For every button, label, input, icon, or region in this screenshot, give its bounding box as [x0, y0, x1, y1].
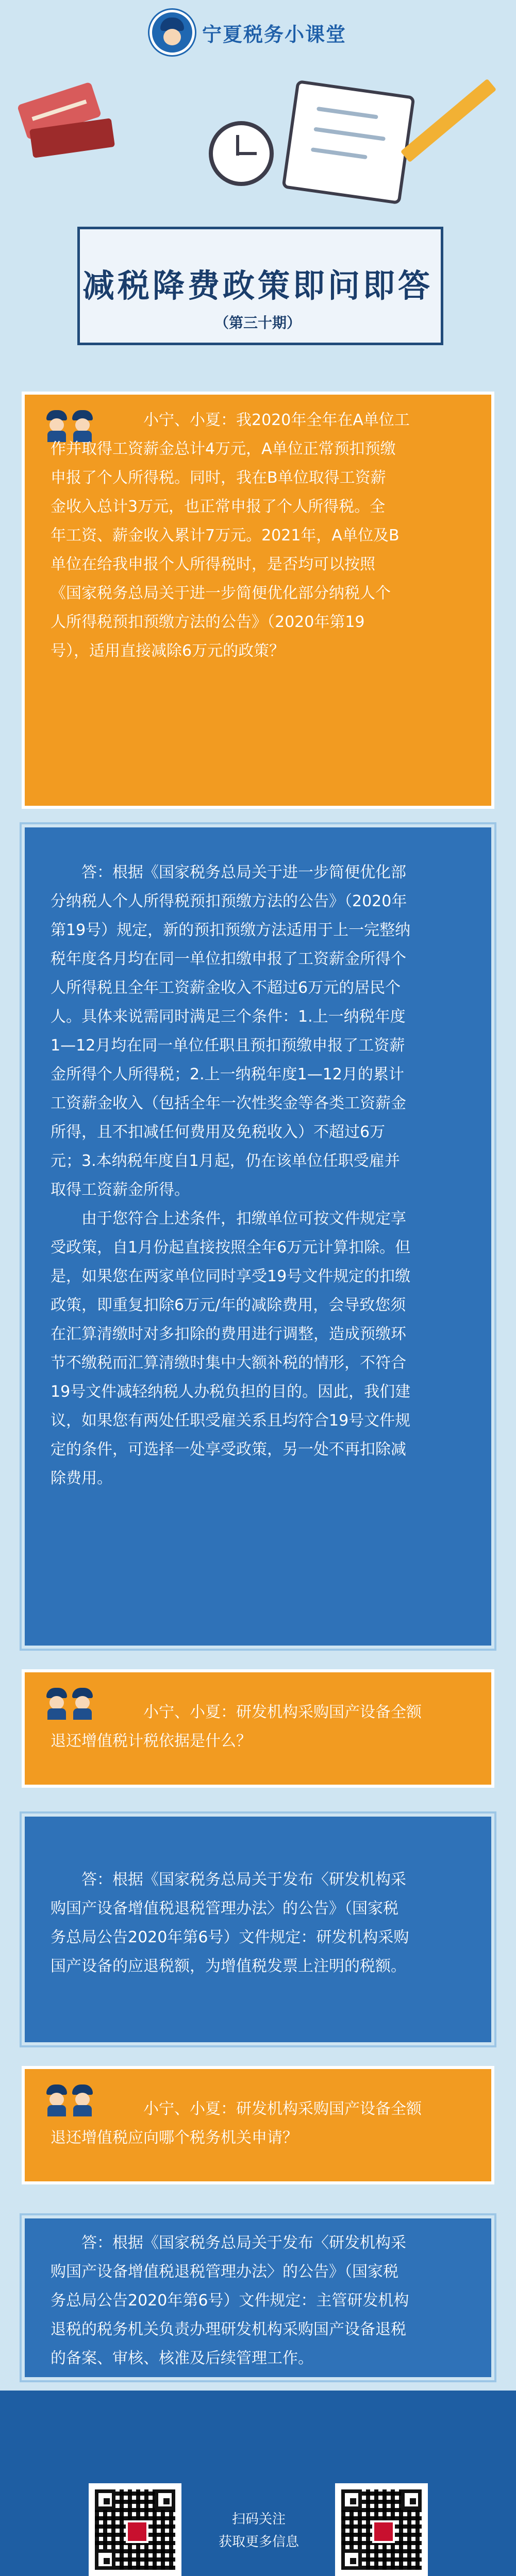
answer-text: [51, 2229, 468, 2373]
text-line: 小宁、小夏：研发机构采购国产设备全额: [143, 1703, 422, 1721]
text-line: 取得工资薪金所得。: [51, 1181, 190, 1199]
checklist-line: [311, 147, 368, 159]
question-card-1: [22, 392, 494, 809]
text-line: 金收入总计3万元，也正常申报了个人所得税。全: [51, 498, 386, 516]
brand-logo-icon: [149, 10, 195, 55]
text-line: 单位在给我申报个人所得税时，是否均可以按照: [51, 555, 375, 573]
books-illustration-icon: [21, 62, 124, 165]
tax-logo-icon: [126, 2520, 148, 2543]
checklist-line: [313, 127, 386, 141]
text-line: 国产设备的应退税额，为增值税发票上注明的税额。: [51, 1957, 406, 1975]
text-line: 作并取得工资薪金总计4万元，A单位正常预扣预缴: [51, 440, 396, 458]
question-text: [51, 1698, 468, 1756]
issue-number: （第三十期）: [214, 314, 301, 331]
answer-card-1: [22, 824, 494, 1649]
text-line: 退还增值税计税依据是什么？: [51, 1732, 252, 1750]
qr-code-ningxia-icon[interactable]: [89, 2483, 181, 2576]
scan-line: 扫码关注: [231, 2512, 286, 2527]
text-line: 人。具体来说需同时满足三个条件：1.上一纳税年度: [51, 1008, 406, 1026]
text-line: 年工资、薪金收入累计7万元。2021年，A单位及B: [51, 527, 400, 545]
text-line: 19号文件减轻纳税人办税负担的目的。因此，我们建: [51, 1383, 411, 1401]
text-line: 小宁、小夏：研发机构采购国产设备全额: [143, 2100, 422, 2118]
qr-code-yinchuan-icon[interactable]: [335, 2483, 428, 2576]
text-line: 人所得税且全年工资薪金收入不超过6万元的居民个: [51, 979, 401, 997]
text-line: 工资薪金收入（包括全年一次性奖金等各类工资薪金: [51, 1094, 406, 1112]
answer-card-2: [22, 1814, 494, 2045]
text-line: 金所得个人所得税；2.上一纳税年度1—12月的累计: [51, 1065, 404, 1083]
text-line: 退税的税务机关负责办理研发机构采购国产设备退税: [51, 2320, 406, 2338]
text-line: 的备案、审核、核准及后续管理工作。: [51, 2349, 313, 2367]
text-line: 人所得税预扣预缴方法的公告》（2020年第19: [51, 613, 365, 631]
text-line: 由于您符合上述条件，扣缴单位可按文件规定享: [81, 1210, 406, 1228]
scan-line: 获取更多信息: [218, 2534, 299, 2550]
text-line: 务总局公告2020年第6号）文件规定：主管研发机构: [51, 2292, 409, 2310]
answer-text: [51, 858, 468, 1493]
brand-header: [149, 4, 366, 61]
question-text: [51, 406, 468, 666]
text-line: 元；3.本纳税年度自1月起，仍在该单位任职受雇并: [51, 1152, 400, 1170]
text-line: 议，如果您有两处任职受雇关系且均符合19号文件规: [51, 1412, 411, 1430]
text-line: 《国家税务总局关于进一步简便优化部分纳税人个: [51, 584, 391, 602]
text-line: 在汇算清缴时对多扣除的费用进行调整，造成预缴环: [51, 1325, 406, 1343]
checklist-line: [317, 107, 378, 120]
text-line: 答：根据《国家税务总局关于发布〈研发机构采: [81, 1871, 406, 1889]
text-line: 定的条件，可选择一处享受政策，另一处不再扣除减: [51, 1440, 406, 1459]
text-line: 分纳税人个人所得税预扣预缴方法的公告》（2020年: [51, 892, 407, 910]
scan-prompt: [212, 2508, 305, 2553]
text-line: 答：根据《国家税务总局关于进一步简便优化部: [81, 863, 406, 882]
text-line: 受政策，自1月份起直接按照全年6万元计算扣除。但: [51, 1239, 411, 1257]
page-title: 减税降费政策即问即答: [82, 267, 433, 304]
text-line: 是，如果您在两家单位同时享受19号文件规定的扣缴: [51, 1267, 411, 1285]
text-line: 答：根据《国家税务总局关于发布〈研发机构采: [81, 2234, 406, 2252]
tax-logo-icon: [372, 2520, 395, 2543]
text-line: 第19号）规定，新的预扣预缴方法适用于上一完整纳: [51, 921, 411, 939]
text-line: 节不缴税而汇算清缴时集中大额补税的情形，不符合: [51, 1354, 406, 1372]
text-line: 号），适用直接减除6万元的政策？: [51, 642, 285, 660]
answer-text: [51, 1866, 468, 1981]
text-line: 购国产设备增值税退税管理办法〉的公告》（国家税: [51, 2263, 398, 2281]
text-line: 小宁、小夏：我2020年全年在A单位工: [143, 411, 410, 429]
brand-name: 宁夏税务小课堂: [202, 23, 347, 46]
clock-hand: [237, 152, 257, 155]
text-line: 所得，且不扣减任何费用及免税收入）不超过6万: [51, 1123, 386, 1141]
text-line: 税年度各月均在同一单位扣缴申报了工资薪金所得个: [51, 950, 406, 968]
text-line: 务总局公告2020年第6号）文件规定：研发机构采购: [51, 1928, 409, 1946]
text-line: 除费用。: [51, 1469, 112, 1487]
text-line: 申报了个人所得税。同时，我在B单位取得工资薪: [51, 469, 386, 487]
answer-card-3: [22, 2215, 494, 2380]
question-card-3: [22, 2066, 494, 2184]
checklist-board-icon: [281, 80, 415, 205]
text-line: 退还增值税应向哪个税务机关申请？: [51, 2129, 298, 2147]
question-text: [51, 2095, 468, 2153]
pencil-icon: [401, 79, 497, 163]
text-line: 政策，即重复扣除6万元/年的减除费用，会导致您须: [51, 1296, 406, 1314]
question-card-2: [22, 1669, 494, 1788]
text-line: 购国产设备增值税退税管理办法〉的公告》（国家税: [51, 1900, 398, 1918]
text-line: 1—12月均在同一单位任职且预扣预缴申报了工资薪: [51, 1037, 405, 1055]
